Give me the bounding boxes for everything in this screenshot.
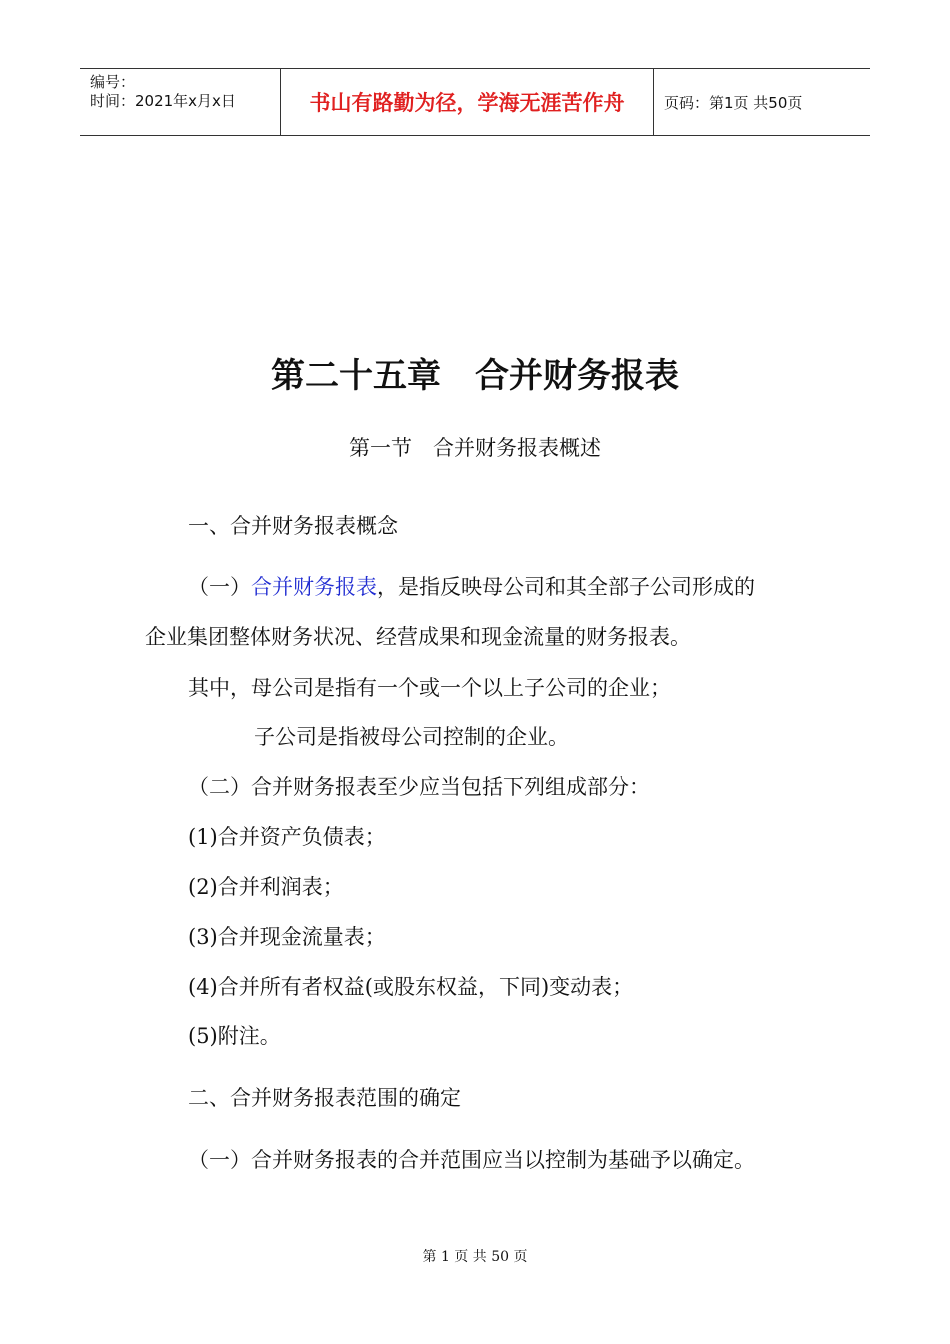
paragraph-parent: 其中，母公司是指有一个或一个以上子公司的企业；: [188, 676, 671, 700]
paragraph-rest: ，是指反映母公司和其全部子公司形成的: [377, 575, 755, 599]
paragraph-subsidiary: 子公司是指被母公司控制的企业。: [254, 725, 569, 749]
list-item: (2)合并利润表；: [188, 875, 344, 899]
term-link[interactable]: 合并财务报表: [251, 575, 377, 599]
heading-concept: 一、合并财务报表概念: [188, 514, 398, 538]
list-item: (5)附注。: [188, 1024, 281, 1048]
time-label: 时间：2021年x月x日: [90, 92, 236, 110]
paragraph-prefix: （一）: [188, 575, 251, 599]
section-title: 第一节 合并财务报表概述: [349, 436, 601, 460]
heading-scope: 二、合并财务报表范围的确定: [188, 1086, 461, 1110]
paragraph-components: （二）合并财务报表至少应当包括下列组成部分：: [188, 775, 650, 799]
list-item: (4)合并所有者权益(或股东权益，下同)变动表；: [188, 975, 634, 999]
header-meta: [80, 69, 281, 135]
paragraph-definition: [188, 571, 755, 601]
header-motto: 书山有路勤为径，学海无涯苦作舟: [281, 69, 654, 135]
list-item: (3)合并现金流量表；: [188, 925, 386, 949]
list-item: (1)合并资产负债表；: [188, 825, 386, 849]
header-page-code: 页码：第1页 共50页: [664, 93, 803, 112]
chapter-title: 第二十五章 合并财务报表: [271, 356, 679, 396]
code-label: 编号：: [90, 73, 136, 91]
paragraph-scope: （一）合并财务报表的合并范围应当以控制为基础予以确定。: [188, 1148, 755, 1172]
page-header: [80, 68, 870, 136]
page-footer: 第 1 页 共 50 页: [422, 1249, 528, 1265]
paragraph-definition-cont: 企业集团整体财务状况、经营成果和现金流量的财务报表。: [145, 625, 691, 649]
